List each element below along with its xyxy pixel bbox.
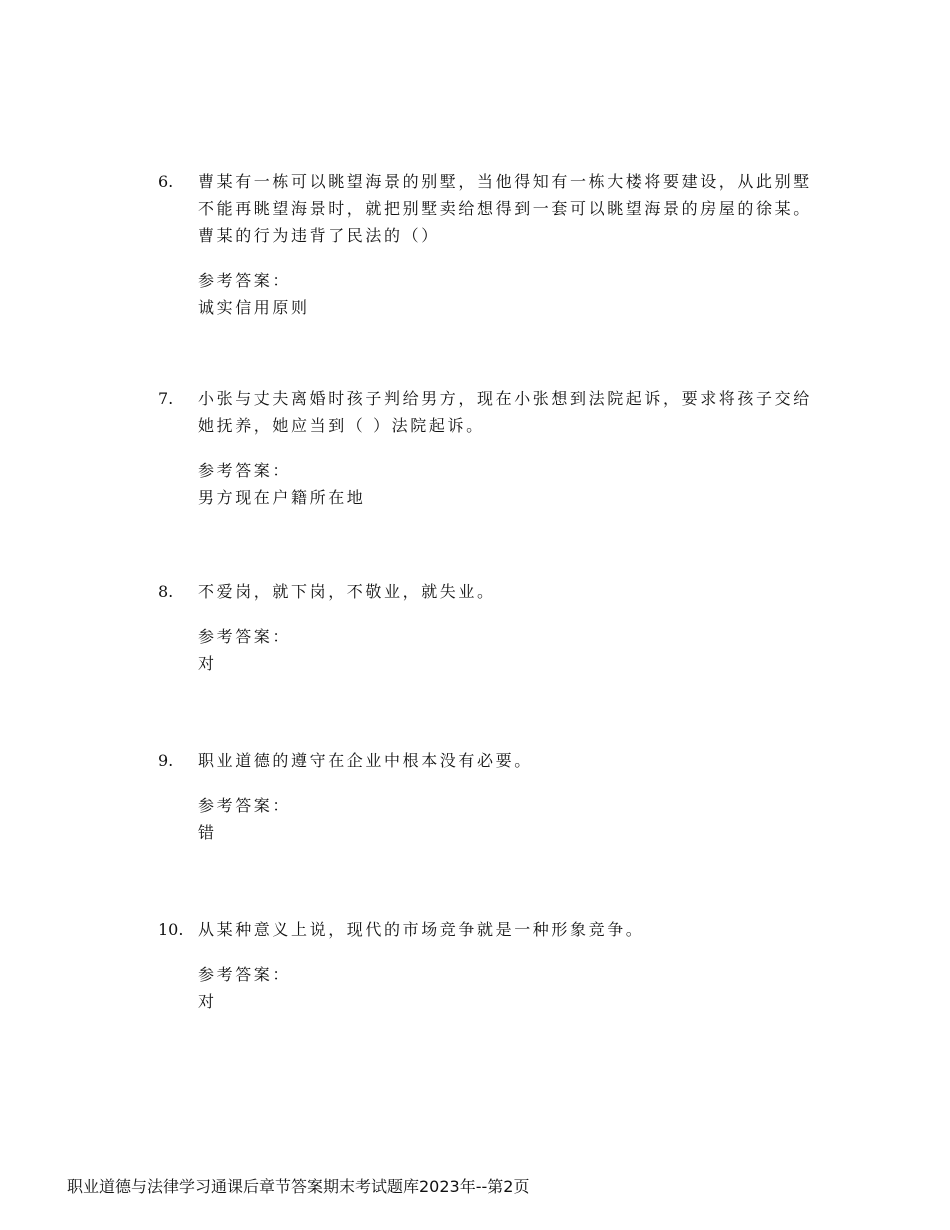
question-number: 7. (158, 389, 174, 408)
question-row (158, 578, 818, 605)
question-number: 10. (158, 920, 184, 939)
answer-block (198, 792, 818, 846)
question-text: 曹某有一栋可以眺望海景的别墅，当他得知有一栋大楼将要建设，从此别墅不能再眺望海景时，就把别墅卖给想得到一套可以眺望海景的房屋的徐某。曹某的行为违背了民法的（） (198, 172, 812, 245)
question-row (158, 747, 818, 774)
answer-block (198, 457, 818, 511)
question-text: 职业道德的遵守在企业中根本没有必要。 (198, 751, 533, 770)
page-footer: 职业道德与法律学习通课后章节答案期末考试题库2023年--第2页 (67, 1177, 530, 1196)
answer-text: 男方现在户籍所在地 (198, 488, 366, 507)
answer-text: 对 (198, 992, 217, 1011)
question-row (158, 916, 818, 943)
answer-block (198, 961, 818, 1015)
question-number: 8. (158, 582, 174, 601)
answer-label: 参考答案： (198, 271, 292, 290)
question-text: 不爱岗，就下岗，不敬业，就失业。 (198, 582, 496, 601)
question-7 (158, 385, 818, 511)
answer-block (198, 623, 818, 677)
answer-label: 参考答案： (198, 461, 292, 480)
question-number: 6. (158, 172, 174, 191)
answer-block (198, 267, 818, 321)
question-row (158, 168, 818, 249)
question-9 (158, 747, 818, 846)
question-text: 从某种意义上说，现代的市场竞争就是一种形象竞争。 (198, 920, 645, 939)
question-10 (158, 916, 818, 1015)
answer-label: 参考答案： (198, 796, 292, 815)
answer-label: 参考答案： (198, 627, 292, 646)
answer-text: 对 (198, 654, 217, 673)
question-text: 小张与丈夫离婚时孩子判给男方，现在小张想到法院起诉，要求将孩子交给她抚养，她应当到（ ）法院起诉。 (198, 389, 812, 435)
question-row (158, 385, 818, 439)
question-number: 9. (158, 751, 174, 770)
answer-text: 错 (198, 823, 217, 842)
answer-label: 参考答案： (198, 965, 292, 984)
answer-text: 诚实信用原则 (198, 298, 310, 317)
question-8 (158, 578, 818, 677)
question-6 (158, 168, 818, 321)
